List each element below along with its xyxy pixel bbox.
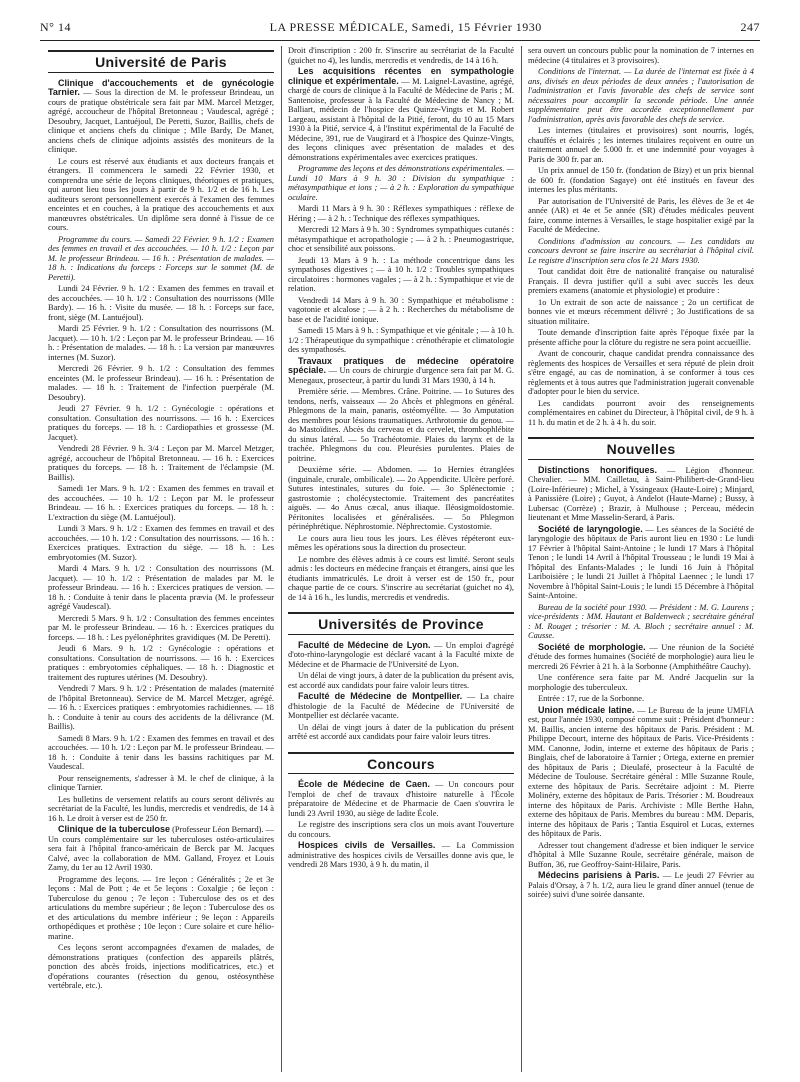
column-2: [288, 46, 514, 1072]
article-text: — La chaire d'histologie de la Faculté de Médecine de l'Université de Montpellier est déclarée vacante.: [288, 692, 514, 720]
article-text: Lundi 24 Février. 9 h. 1/2 : Examen des femmes en travail et des accouchées. — 10 h. 1/2 : Consultation des nourrissons (Mlle Bardy). — 16 h. : Visite du musée. — 18 h. : Forceps sur face, front, siège (M. Lantuéjoul).: [48, 284, 274, 322]
article-text: Vendredi 28 Février. 9 h. 3/4 : Leçon par M. Marcel Metzger, agrégé, accoucheur de l'hôpital Bretonneau. — 16 h. : Exercices pratiques du forceps. — 18 h. : Traitement de l'éclampsie (M. Baillis).: [48, 444, 274, 482]
article-title: Union médicale latine.: [538, 704, 635, 715]
article-text: — Un emploi d'agrégé d'oto-rhino-laryngologie est déclaré vacant à la Faculté mixte de Médecine et de Pharmacie de l'Université de Lyon.: [288, 640, 514, 669]
article-text: Programme des leçons et des démonstrations expérimentales. — Lundi 10 Mars à 9 h. 30 : Division du sympathique : métasympathique et ions ; — à 2 h. : Exploration du sympathique oculaire.: [288, 164, 514, 202]
article-text: Toute demande d'inscription faite après l'époque fixée par la présente affiche pour la clôture du registre ne sera point accueillie.: [528, 328, 754, 347]
section-heading-box: [48, 50, 274, 73]
section-heading: Concours: [367, 755, 435, 772]
article-title: Travaux pratiques de médecine opératoire spéciale.: [288, 355, 514, 375]
article-text: Avant de concourir, chaque candidat prendra connaissance des règlements des hospices de Versailles et sera réputé de plein droit s'être engagé, au cas de nomination, à se conformer à tous ces règlements et à tous autres que l'administration jugerait convenable d'adopter pour le bien du service.: [528, 349, 754, 396]
article-text: Le registre des inscriptions sera clos un mois avant l'ouverture du concours.: [288, 820, 514, 839]
article-text: Première série. — Membres. Crâne. Poitrine. — 1o Sutures des tendons, nerfs, vaisseaux — 2o Abcès et phlegmons en général. Phlegmons de la main, panaris, ostéomyélite. — 3o Amputation des membres pour lésions traumatiques. Arthrotomie du genou. — 4o Mastoïdites. Abcès du cerveau et du cervelet, thrombophlébite du sinus latéral. — 5o Trachéotomie. Plaies du larynx et de la trachée. Phlegmons du cou. Pleurésies purulentes. Plaies de poitrine.: [288, 387, 514, 463]
column-1: [48, 46, 274, 1072]
article-text: Une conférence sera faite par M. André Jacquelin sur la morphologie des tuberculeux.: [528, 673, 754, 692]
article-text: Programme des leçons. — 1re leçon : Généralités ; 2e et 3e leçons : Mal de Pott ; 4e et 5e leçons : Coxalgie ; 6e leçon : Tuberculose du genou ; 7e leçon : Tuberculose des os et des articulations du membre supérieur ; 8e leçon : Tuberculose des os et des articulations du membre inférieur ; 9e leçon : Appareils orthopédiques et prothèse ; 10e leçon : Cure solaire et cure hélio-marine.: [48, 874, 274, 941]
article-text: Mardi 25 Février. 9 h. 1/2 : Consultation des nourrissons (M. Jacquet). — 10 h. 1/2 : Leçon par M. le professeur Brindeau. — 16 h. : Présentation de malades. — 18 h. : La version par manœuvres internes (M. Suzor).: [48, 324, 274, 362]
column-3: [528, 46, 754, 1072]
article-text: Programme du cours. — Samedi 22 Février. 9 h. 1/2 : Examen des femmes en travail et des accouchées. — 10 h. 1/2 : Leçon par M. le professeur Brindeau. — 16 h. : Présentation de malades. — 18 h. : Indications du forceps : Forceps sur le sommet (M. de Peretti).: [48, 234, 274, 282]
section-heading-box: [528, 437, 754, 460]
article-text: Le cours est réservé aux étudiants et aux docteurs français et étrangers. Il commencera le samedi 22 Février 1930, et comprendra une série de leçons cliniques, théoriques et pratiques, qui auront lieu tous les jours à partir de 9 h. 1/2 et de 16 h. Les auditeurs seront personnellement exercés à l'examen des femmes enceintes et en couches, à la pratique des accouchements et aux manœuvres obstétricales. Un diplôme sera donné à l'issue de ce cours.: [48, 156, 274, 232]
header-rule: [40, 40, 760, 41]
article-title: Clinique de la tuberculose: [58, 824, 171, 834]
article-text: Jeudi 27 Février. 9 h. 1/2 : Gynécologie : opérations et consultation. Consultation des nourrissons. — 16 h. : Exercices pratiques du forceps. — 18 h. : Cardiopathies et grossesse (M. Jacquet).: [48, 404, 274, 442]
article-text: Bureau de la société pour 1930. — Président : M. G. Laurens ; vice-présidents : MM. Hautant et Baldenweck ; secrétaire général : M. Rouget ; trésorier : M. A. Bloch ; secrétaire annuel : M. Causse.: [528, 602, 754, 640]
article-text: — Une réunion de la Société d'étude des formes humaines (Société de morphologie) aura lieu le mercredi 26 Février à 21 h. à la Sorbonne (Amphithéâtre Cauchy).: [528, 642, 754, 671]
article-text: Droit d'inscription : 200 fr. S'inscrire au secrétariat de la Faculté (guichet no 4), les lundis, mercredis et vendredis, de 14 à 16 h.: [288, 46, 514, 65]
article-text: Samedi 15 Mars à 9 h. : Sympathique et vie génitale ; — à 10 h. 1/2 : Thérapeutique du sympathique : crénothérapie et climatologie des sympathosés.: [288, 326, 514, 354]
article-title: Faculté de Médecine de Montpellier.: [298, 691, 463, 701]
article-text: Le cours aura lieu tous les jours. Les élèves répéteront eux-mêmes les opérations sous la direction du prosecteur.: [288, 533, 514, 552]
page-number: 247: [740, 20, 760, 34]
article-text: 1o Un extrait de son acte de naissance ; 2o un certificat de bonnes vie et mœurs récemment délivré ; 3o Justifications de sa situation militaire.: [528, 297, 754, 326]
article-title: Hospices civils de Versailles.: [298, 840, 436, 850]
article-text: Ces leçons seront accompagnées d'examen de malades, de démonstrations pratiques (confection des appareils plâtrés, ponction des abcès froids, injections modificatrices, etc.) et d'opérations courantes (résection du genou, ostéosynthèse vertébrale, etc.).: [48, 943, 274, 990]
article-text: Les internes (titulaires et provisoires) sont nourris, logés, chauffés et éclairés ; les internes titulaires reçoivent en outre un traitement annuel de 5.000 fr. et une indemnité pour voyages à Paris de 300 fr. par an.: [528, 126, 754, 164]
article-text: — Les séances de la Société de laryngologie des hôpitaux de Paris auront lieu en 1930 : Le lundi 17 Février à l'hôpital Saint-Antoine ; le lundi 17 Mars à l'hôpital Tenon ; le lundi 14 Avril à l'hôpital Trousseau ; le lundi 19 Mai à l'hôpital des Enfants-Malades ; le lundi 16 Juin à l'hôpital Lariboisière ; le lundi 21 Juillet à l'hôpital Laennec ; le lundi 17 Novembre à l'hôpital Saint-Louis ; le lundi 15 Décembre à l'hôpital Saint-Antoine.: [528, 524, 754, 600]
section-heading: Université de Paris: [95, 54, 227, 70]
article-text: — Le jeudi 27 Février au Palais d'Orsay, à 7 h. 1/2, aura lieu le grand dîner annuel (tenue de soirée) suivi d'une soirée dansante.: [528, 871, 754, 899]
article-text: Vendredi 7 Mars. 9 h. 1/2 : Présentation de malades (maternité de l'hôpital Bretonneau). Service de M. Marcel Metzger, agrégé. — 16 h. : Exercices pratiques : embryotomies rachidiennes. — 18 h. : Conduite à tenir au cours des accidents de la délivrance (M. Baillis).: [48, 684, 274, 731]
article-text: Mercredi 12 Mars à 9 h. 30 : Syndromes sympathiques cutanés : métasympathique et acropathologie ; — à 2 h. : Pneumogastrique, choc et sensibilité aux poissons.: [288, 225, 514, 253]
article-text: Les candidats pourront avoir des renseignements complémentaires en cabinet du Directeur, à l'hôpital civil, de 9 h. à 11 h. du matin et de 2 h. à 4 h. du soir.: [528, 398, 754, 427]
article-text: Conditions d'admission au concours. — Les candidats au concours devront se faire inscrire au secrétariat à l'hôpital civil. Le registre d'inscription sera clos le 21 Mars 1930.: [528, 236, 754, 265]
section-heading-box: [288, 612, 514, 635]
article-title: Société de laryngologie.: [538, 523, 643, 534]
article-text: Un délai de vingt jours à dater de la publication du présent arrêté est accordé aux candidats pour faire valoir leurs titres.: [288, 722, 514, 741]
article-text: Mercredi 5 Mars. 9 h. 1/2 : Consultation des femmes enceintes par M. le professeur Brindeau. — 16 h. : Exercices pratiques du forceps. — 18 h. : Les pyélonéphrites gravidiques (M. De Peretti).: [48, 613, 274, 642]
journal-title: LA PRESSE MÉDICALE, Samedi, 15 Février 1930: [269, 20, 542, 34]
article-text: Jeudi 6 Mars. 9 h. 1/2 : Gynécologie : opérations et consultations. Consultation de nourrissons. — 16 h. : Exercices pratiques : embryotomies céphaliques. — 18 h. : Diagnostic et traitement des ruptures utérines (M. Desoubry).: [48, 644, 274, 682]
column-divider: [521, 46, 522, 1072]
page-header: [40, 20, 760, 38]
article-text: Un délai de vingt jours, à dater de la publication du présent avis, est accordé aux candidats pour faire valoir leurs titres.: [288, 671, 514, 690]
article-text: Tout candidat doit être de nationalité française ou naturalisé Français. Il devra justifier qu'il a subi avec succès les deux premiers examens (anatomie et physiologie) et produire :: [528, 267, 754, 295]
article-text: — Un concours pour l'emploi de chef de travaux d'histoire naturelle à l'École préparatoire de Médecine et de Pharmacie de Caen s'ouvrira le lundi 23 Avril 1930, au siège de ladite École.: [288, 780, 514, 818]
article-text: sera ouvert un concours public pour la nomination de 7 internes en médecine (4 titulaires et 3 provisoires).: [528, 46, 754, 65]
column-divider: [281, 46, 282, 1072]
article-text: — La Commission administrative des hospices civils de Versailles donne avis que, le vendredi 28 Mars 1930, à 9 h. du matin, il: [288, 841, 514, 869]
article-text: Conditions de l'internat. — La durée de l'internat est fixée à 4 ans, divisés en deux périodes de deux années ; l'autorisation de l'administration et l'avis favorable des chefs de service sont nécessaires pour accomplir la seconde période. Une année supplémentaire peut être accordée exceptionnellement par l'administration, après avis favorable des chefs de service.: [528, 67, 754, 124]
article-text: Jeudi 13 Mars à 9 h. : La méthode concentrique dans les sympathoses digestives ; — à 10 h. 1/2 : Troubles sympathiques circulatoires : hormones vagales ; — à 2 h. : Sympathique et vie de relation.: [288, 255, 514, 293]
article-text: Samedi 1er Mars. 9 h. 1/2 : Examen des femmes en travail et des accouchées. — 10 h. 1/2 : Leçon par M. le professeur Brindeau. — 16 h. : Exercices pratiques du forceps. — 18 h. : L'extraction du siège (M. Lantuéjoul).: [48, 484, 274, 522]
article-text: Mardi 11 Mars à 9 h. 30 : Réflexes sympathiques : réflexe de Héring ; — à 2 h. : Technique des réflexes sympathiques.: [288, 204, 514, 223]
article-text: Pour renseignements, s'adresser à M. le chef de clinique, à la clinique Tarnier.: [48, 773, 274, 792]
article-title: Les acquisitions récentes en sympathologie clinique et expérimentale.: [288, 66, 514, 86]
article-text: Un prix annuel de 150 fr. (fondation de Bizy) et un prix biennal de 600 fr. (fondation Sagaye) ont été institués en faveur des internes les plus méritants.: [528, 166, 754, 194]
article-text: Mardi 4 Mars. 9 h. 1/2 : Consultation des nourrissons (M. Jacquet). — 10 h. 1/2 : Présentation de malades par M. le professeur Brindeau. — 16 h. : Exercices pratiques de version. — 18 h. : Conduite à tenir dans le placenta prævia (M. le professeur agrégé Vaudescal).: [48, 564, 274, 611]
article-title: Société de morphologie.: [538, 641, 646, 652]
article-title: Médecins parisiens à Paris.: [538, 870, 660, 880]
article-text: — Sous la direction de M. le professeur Brindeau, un cours de pratique obstétricale sera fait par MM. Marcel Metzger, agrégé, accoucheur de l'hôpital Bretonneau ; Vaudescal, agrégé ; Desoubry, Jacquet, Lantuéjoul, De Peretti, Suzor, Baillis, chefs de clinique et anciens chefs du clinique ; Mlle Bardy, De Manet, anciens chefs de clinique adjoints assistés des moniteurs de la clinique.: [48, 88, 274, 154]
section-heading: Nouvelles: [606, 441, 676, 457]
article-text: — Légion d'honneur. Chevalier. — MM. Cailletau, à Saint-Philibert-de-Grand-lieu (Loire-Inférieure) ; Michel, à Yssingeaux (Haute-Loire) ; Minjard, à Panissière (Loire) ; Guyot, à Andelot (Haute-Marne) ; Bussy, à Lubersac (Corrèze) ; Brazir, à Mulhouse ; Perceau, médecin lieutenant et Mme Masselin-Serard, à Paris.: [528, 465, 754, 522]
section-heading: Universités de Province: [318, 616, 484, 632]
article-title: École de Médecine de Caen.: [298, 779, 430, 789]
article-text: Par autorisation de l'Université de Paris, les élèves de 3e et 4e année (AR) et 4e et 5e année (SR) d'études médicales peuvent faire, comme internes à Versailles, le stage hospitalier exigé par la Faculté de Médecine.: [528, 196, 754, 234]
article-text: — M. Laignel-Lavastine, agrégé, chargé de cours de clinique à la Faculté de Médecine de Paris ; M. Santenoise, professeur à la Faculté de Médecine de Nancy ; M. Balliart, médecin de l'hospice des Quinze-Vingts et M. Robert Largeau, assistant à l'hôpital de la Pitié, feront, du 10 au 15 Mars 1930 à la Pitié, service 4, à l'Institut expérimental de la Faculté de Médecine, 391, rue de Vaugirard et à l'hospice des Quinze-Vingts, des leçons cliniques avec présentation de malades et des démonstrations expérimentales avec exercices pratiques.: [288, 76, 514, 162]
article-text: Mercredi 26 Février. 9 h. 1/2 : Consultation des femmes enceintes (M. le professeur Brindeau). — 16 h. : Présentation de malades. — 18 h. : Traitement de l'infection puerpérale (M. Desoubry).: [48, 364, 274, 402]
article-text: Samedi 8 Mars. 9 h. 1/2 : Examen des femmes en travail et des accouchées. — 10 h. 1/2 : Leçon par M. le professeur Brindeau. — 18 h. : Conduite à tenir dans les bassins rachitiques par M. Vaudescal.: [48, 733, 274, 771]
article-title: Distinctions honorifiques.: [538, 464, 657, 475]
article-title: Clinique d'accouchements et de gynécologie Tarnier.: [48, 77, 274, 97]
article-text: Le nombre des élèves admis à ce cours est limité. Seront seuls admis : les docteurs en médecine français et étrangers, ainsi que les étudiants immatriculés. Le droit à verser est de 150 fr., pour chaque partie de ce cours. S'inscrire au secrétariat (guichet no 4), de 14 à 16 h., les lundis, mercredis et vendredis.: [288, 554, 514, 602]
article-text: Deuxième série. — Abdomen. — 1o Hernies étranglées (inguinale, crurale, ombilicale). — 2o Appendicite. Ulcère perforé. Sutures intestinales, sutures du foie. — 3o Splénectomie ; gastrostomie ; cholécystectomie. Traitement des pancréatites aiguës. — 4o Anus cæcal, anus iliaque. Iléosigmoïdostomie. Péritonites localisées et généralisées. — 5o Phlegmon périnéphrétique. Néphrostomie. Néphrectomie. Cystostomie.: [288, 465, 514, 531]
article-text: — Un cours de chirurgie d'urgence sera fait par M. G. Menegaux, prosecteur, à partir du lundi 31 Mars 1930, à 14 h.: [288, 366, 514, 385]
article-text: Les bulletins de versement relatifs au cours seront délivrés au secrétariat de la Faculté, les lundis, mercredis et vendredis, de 14 à 16 h. Le droit à verser est de 250 fr.: [48, 794, 274, 823]
article-text: — Le Bureau de la jeune UMFIA est, pour l'année 1930, composé comme suit : Président d'honneur : M. Baillis, ancien interne des hôpitaux de Paris. Président : M. Philippe Decourt, interne des hôpitaux de Paris. Vice-Présidents : MM. Canonne, Jodin, interne et externe des hôpitaux de Paris ; Binglais, chef de laboratoire à Tarnier ; Ortega, externe en premier des hôpitaux de Paris ; Dieulafé, prosecteur à la Faculté de Médecine de Toulouse. Secrétaire général : Mlle Suzanne Roule, externe des hôpitaux de Paris. Secrétaire adjoint : M. Pierre Molinéry, externe des hôpitaux de Paris. Trésorier : M. Boudreaux interne des hôpitaux de Paris. Archiviste : Mlle Berthe Hahn, externe des hôpitaux de Paris. Membres du bureau : MM. Deparis, interne des hôpitaux de Paris ; Tantia Esquirol et Lucas, externes des hôpitaux de Paris.: [528, 705, 754, 838]
issue-number: N° 14: [40, 20, 71, 34]
article-text: Vendredi 14 Mars à 9 h. 30 : Sympathique et métabolisme : vagotonie et alcalose ; — à 2 h. : Recherches du métabolisme de base et de l'acidité ionique.: [288, 295, 514, 324]
article-title: Faculté de Médecine de Lyon.: [298, 639, 431, 650]
article-text: (Professeur Léon Bernard). — Un cours complémentaire sur les tuberculoses ostéo-articulaires sera fait à l'hôpital franco-américain de Berck par M. Jacques Calvé, avec la collaboration de MM. Galland, Froyez et Louis Zamy, du 1er au 12 Avril 1930.: [48, 825, 274, 872]
article-text: Adresser tout changement d'adresse et bien indiquer le service d'hôpital à Mlle Suzanne Roule, secrétaire générale, maison de Buffon, 36, rue Geoffroy-Saint-Hilaire, Paris.: [528, 840, 754, 869]
article-text: Entrée : 17, rue de la Sorbonne.: [538, 694, 645, 703]
article-text: Lundi 3 Mars. 9 h. 1/2 : Examen des femmes en travail et des accouchées. — 10 h. 1/2 : Consultation des nourrissons. — 16 h. : Exercices pratiques. Extraction du siège. — 18 h. : Les embryotomies (M. Suzor).: [48, 524, 274, 562]
section-heading-box: [288, 752, 514, 775]
